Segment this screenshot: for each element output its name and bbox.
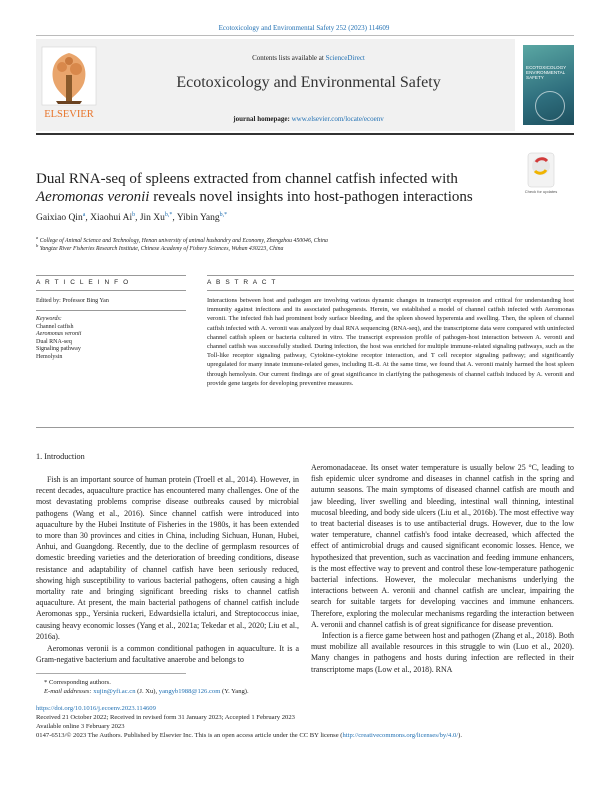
email-owner: (Y. Yang). <box>220 688 249 695</box>
homepage-prefix: journal homepage: <box>233 115 292 123</box>
received-dates: Received 21 October 2022; Received in revised form 31 January 2023; Accepted 1 February 2023 <box>36 714 295 721</box>
homepage-line <box>102 115 515 123</box>
abstract-heading: A B S T R A C T <box>207 279 277 286</box>
keyword: Hemolysin <box>36 353 63 360</box>
license-suffix: ). <box>458 732 462 739</box>
keyword: Signaling pathway <box>36 346 81 353</box>
body-column-left <box>36 474 299 665</box>
author-list: Gaixiao Qin$^a$, Xiaohui Ai$^b$, Jin $Xu^{b,*}$, Yibin Yang$^{b,*}$ <box>36 212 228 224</box>
article-info-rule <box>36 275 186 276</box>
keyword: Dual RNA-seq <box>36 338 72 345</box>
keyword: Channel catfish <box>36 323 74 330</box>
paragraph: Aeromonas veronii is a common conditional pathogen in aquaculture. It is a Gram-negative bacterium and facultative anaerobe and belongs to <box>36 644 299 665</box>
corresponding-note: * Corresponding authors. <box>44 679 111 686</box>
cover-title: ECOTOXICOLOGY ENVIRONMENTAL SAFETY <box>526 65 567 80</box>
article-info-heading: A R T I C L E I N F O <box>36 279 130 286</box>
section-heading-introduction: 1. Introduction <box>36 452 85 461</box>
abstract-text: Interactions between host and pathogen are involving various dynamic changes in transcript expression and critical for understanding host immunity against infections and its associated pathogenesis. Herein, we established a model of channel catfish infected with Aeromonas veronii. The infected fish had prominent body surface bleeding, and the spleen showed hyperemia and swelling. Then, the spleen of channel catfish infected with A. veronii was analyzed by dual RNA sequencing (RNA-seq), and the transcriptome data were compared with uninfected channel catfish spleen or bacteria cultured in vitro. The transcript expression profile of pathogen-host interaction between A. veronii and channel catfish was successfully studied. During infection, the host was enriched for multiple immune-related signaling pathways, such as the Toll-like receptor signaling pathway, Cytokine-cytokine receptor interaction, and T cell receptor signaling pathway; and significantly upregulated for many innate immune-related genes, including IL-8. At the same time, we found that A. veronii mainly harmed the host spleen through hemolysin. Our current findings are of great significance in clarifying the pathogenesis of channel catfish induced by A. veronii and provide gene targets for developing preventive measures. <box>207 297 574 387</box>
author[interactable]: Gaixiao Qin$^a$ <box>36 212 86 224</box>
title-line-1: Dual RNA-seq of spleens extracted from channel catfish infected with <box>36 171 458 187</box>
keywords-label: Keywords: <box>36 316 62 322</box>
contents-prefix: Contents lists available at <box>252 54 326 62</box>
sciencedirect-link[interactable]: ScienceDirect <box>325 54 365 62</box>
author[interactable]: Jin $Xu^{b,*}$ <box>139 212 173 224</box>
paragraph: Infection is a fierce game between host and pathogen (Zhang et al., 2018). Both must mobilize all available resources in this struggle to win (Luo et al., 2020). Many changes in pathogens and hosts during infection are reflected in their transcriptome maps (Low et al., 2018). RNA <box>311 631 574 674</box>
author[interactable]: Yibin Yang$^{b,*}$ <box>176 212 228 224</box>
email-link[interactable]: yangyb1988@126.com <box>158 688 221 695</box>
article-title <box>36 170 506 206</box>
journal-cover-image[interactable] <box>523 45 574 125</box>
available-online: Available online 3 February 2023 <box>36 723 125 730</box>
contents-line <box>102 54 515 62</box>
license-link[interactable]: http://creativecommons.org/licenses/by/4.0/ <box>342 732 459 739</box>
email-owner: (J. Xu), <box>135 688 159 695</box>
header-top-rule <box>36 35 574 36</box>
email-line <box>44 688 249 696</box>
title-species: Aeromonas veronii <box>36 189 150 205</box>
keyword: Aeromonas veronii <box>36 331 82 338</box>
license-line <box>36 732 581 740</box>
running-header: Ecotoxicology and Environmental Safety 252 (2023) 114609 <box>218 24 390 32</box>
abstract-rule <box>207 275 574 276</box>
check-for-updates-label[interactable]: Check for updates <box>524 189 558 194</box>
abstract-rule-lower <box>207 290 574 291</box>
journal-title[interactable]: Ecotoxicology and Environmental Safety <box>176 74 441 91</box>
keywords-rule <box>36 310 186 311</box>
email-label: E-mail addresses: <box>44 688 94 695</box>
email-link[interactable]: xujin@yfi.ac.cn <box>93 688 136 695</box>
keywords-block <box>36 316 186 362</box>
license-text: 0147-6513/© 2023 The Authors. Published by Elsevier Inc. This is an open access article under the CC BY license ( <box>36 732 343 739</box>
cover-graphic <box>535 91 565 121</box>
affiliation: $^a$ College of Animal Science and Technology, Henan university of animal husbandry and Economy, Zhengzhou 450046, China <box>36 235 328 244</box>
elsevier-logo[interactable] <box>36 45 102 123</box>
title-line-2-rest: reveals novel insights into host-pathogen interactions <box>149 189 473 205</box>
article-info-rule-lower <box>36 290 186 291</box>
check-for-updates-icon[interactable] <box>526 152 556 188</box>
paragraph: Fish is an important source of human protein (Troell et al., 2014). However, in recent decades, aquaculture practice has encountered many challenges. One of the most devastating problems comprise disease outbreaks caused by microbial pathogens (Wang et al., 2016). Since channel catfish were introduced into aquaculture by the Hubei Institute of Fisheries in the 1980s, it has been extended to more than 30 provinces and cities in China, including Sichuan, Hunan, Hubei, Anhui, and Guangdong. Recently, due to the decline of germplasm resources of domestic breeding varieties and the deterioration of breeding conditions, disease resistance and adaptability of channel catfish have been seriously reduced, showing high susceptibility to various bacterial pathogens, often causing a high mortality rate and bringing significant breeding risks to channel catfish aquaculture. At present, the main bacterial pathogens of channel catfish include Aeromonas spp., Yersinia ruckeri, Edwardsiella ictaluri, and Streptococcus iniae, causing heavy economic losses (Yang et al., 2021a; Tekedar et al., 2020; Liu et al., 2016a). <box>36 475 299 641</box>
abstract-bottom-rule <box>36 427 574 428</box>
homepage-link[interactable]: www.elsevier.com/locate/ecoenv <box>291 115 384 123</box>
header-bottom-rule <box>36 133 574 135</box>
publisher-wordmark: ELSEVIER <box>44 109 94 120</box>
title-line-2 <box>36 188 506 206</box>
author[interactable]: Xiaohui Ai$^b$ <box>90 212 136 224</box>
footnote-rule <box>36 673 186 674</box>
doi-link[interactable]: https://doi.org/10.1016/j.ecoenv.2023.114609 <box>36 705 156 712</box>
editor-note: Edited by: Professor Bing Yan <box>36 298 109 304</box>
body-column-right <box>311 462 574 675</box>
paragraph: Aeromonadaceae. Its onset water temperature is usually below 25 °C, leading to fish epidemic ulcer syndrome and diseases in channel catfish in the spring and autumn seasons. The main symptoms of diseased channel catfish are mouth and jaw bleeding, liver swelling and bleeding, intestinal wall thinning, intestinal mucosal bleeding, and body side ulcers (Liu et al., 2016b). The most effective way to treat bacterial diseases is to use antibacterial drugs. However, due to the low water temperature, channel catfish's food intake decreased, which affected the effect of antimicrobial drugs and caused significant economic losses. Hence, we hypothesized that prevention, such as vaccination and feeding immune enhancers, is the most effective way to prevent and control these low-temperature pathogenic bacterial infections. However, the molecular mechanisms underlying the interactions between A. veronii and channel catfish are unclear, impairing the search for suitable targets for developing vaccines and immune enhancers. Therefore, exploring the molecular mechanisms regarding the interaction between A. veronii and channel catfish is of great significance for disease prevention. <box>311 463 574 629</box>
affiliation: $^b$ Yangtze River Fisheries Research Institute, Chinese Academy of Fishery Sciences, Wuhan 430223, China <box>36 243 284 252</box>
